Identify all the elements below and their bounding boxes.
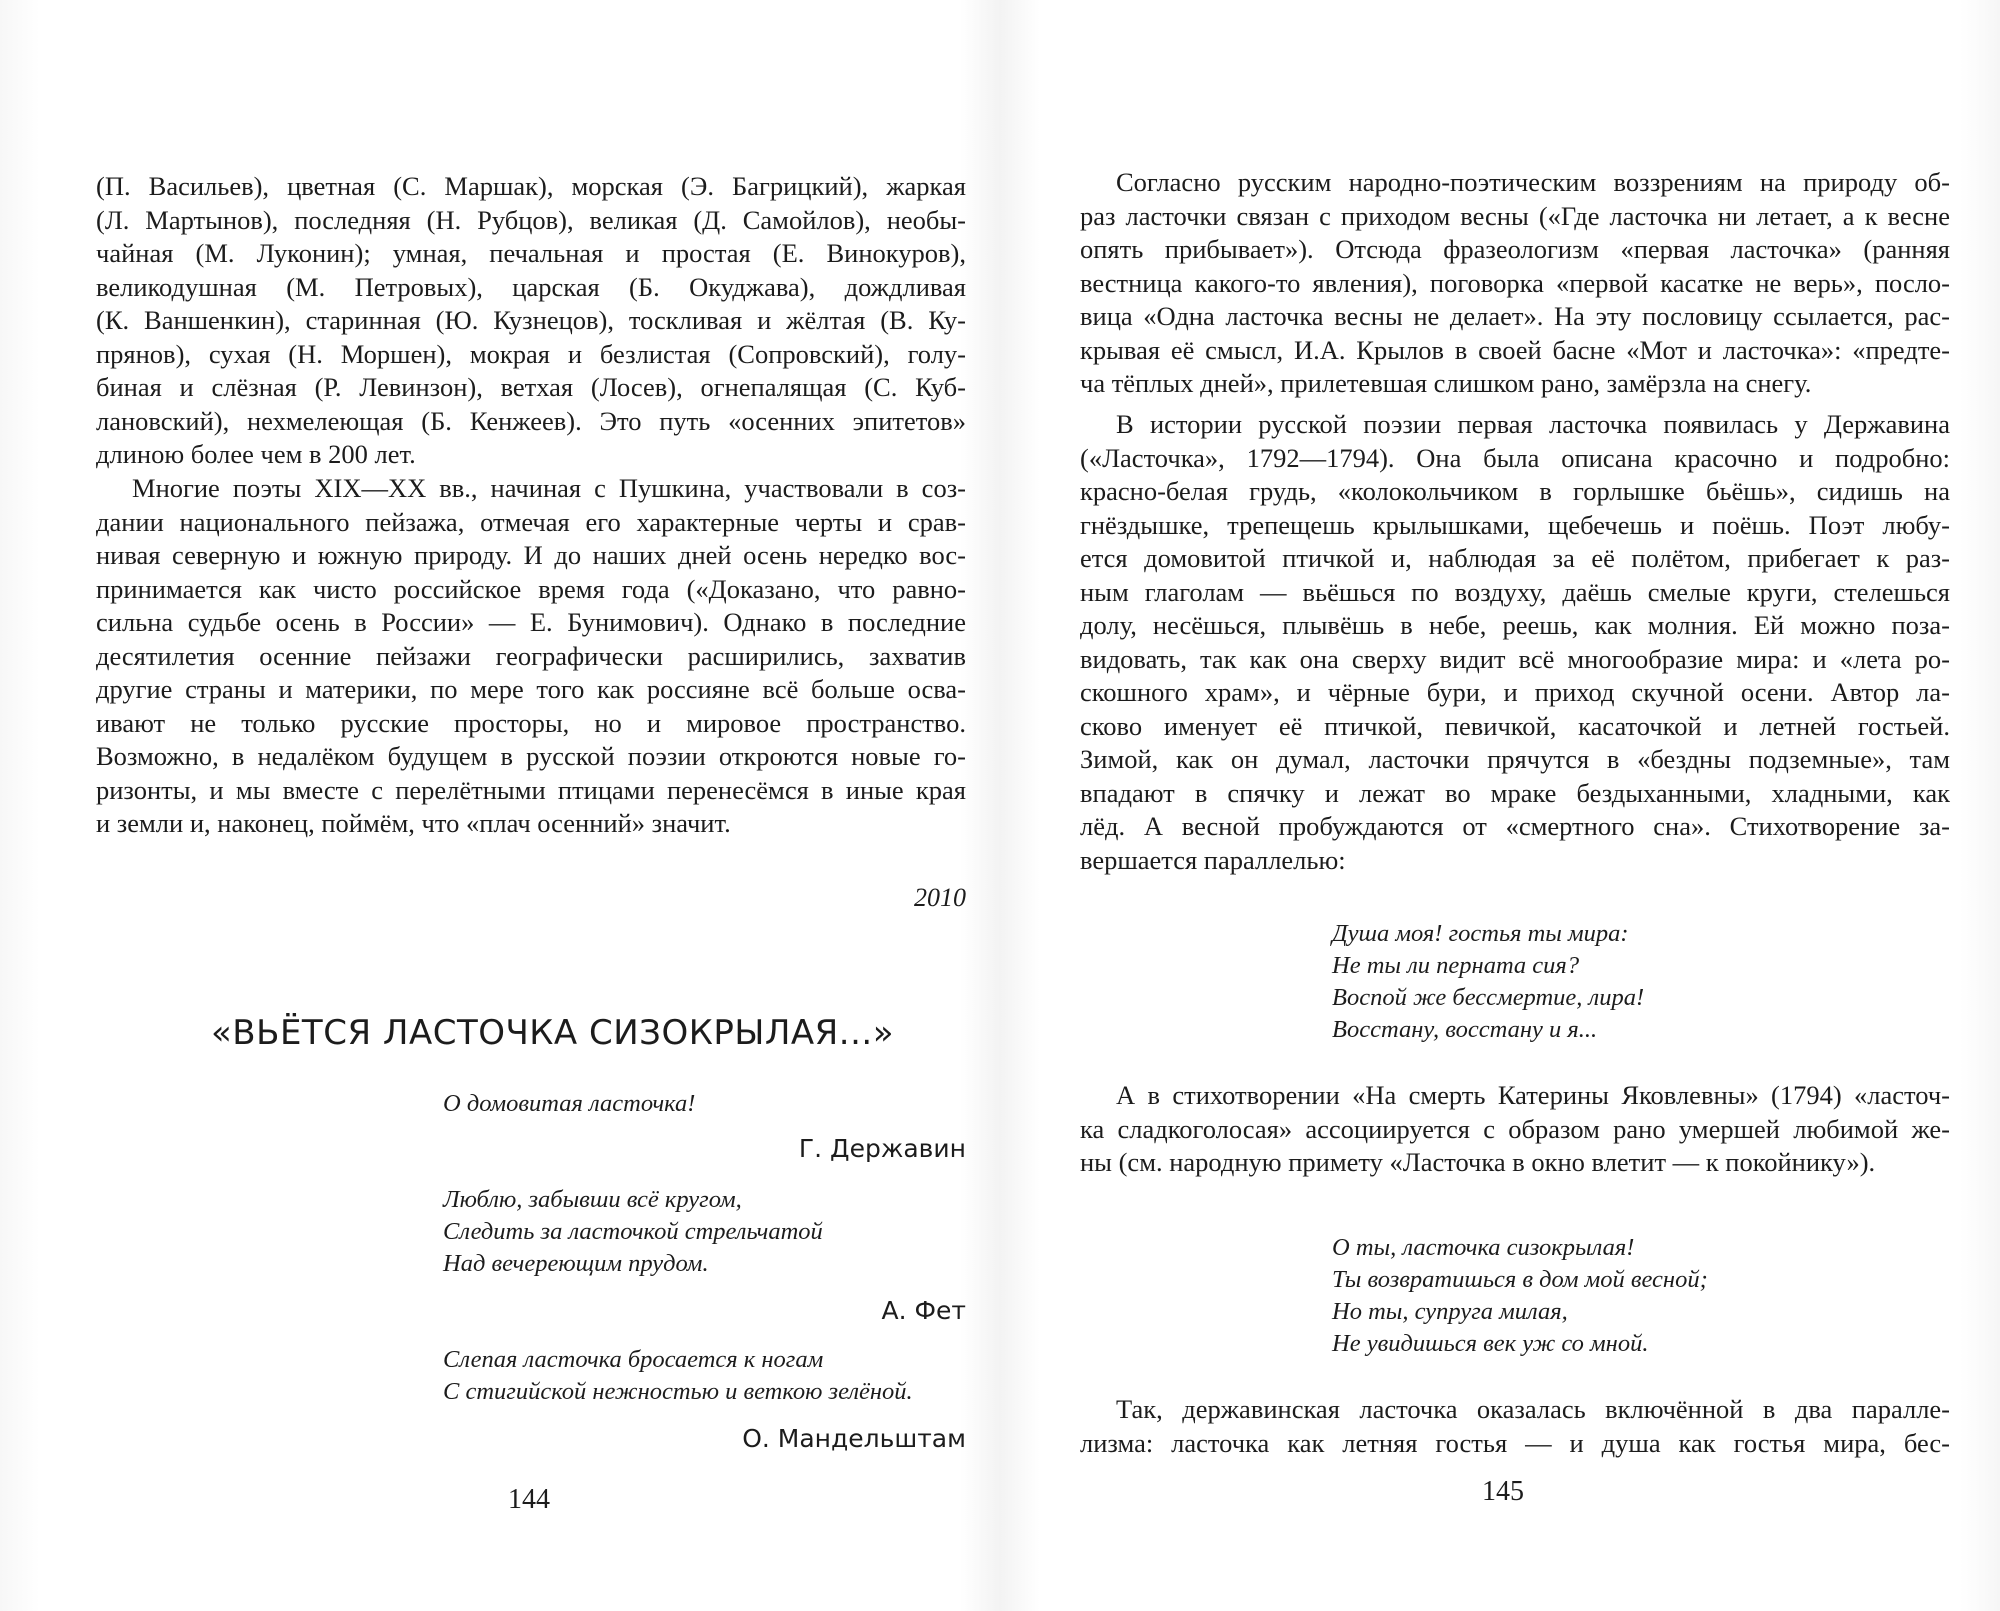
text-line: чайная (М. Луконин); умная, печальная и простая (Е. Винокуров),	[96, 238, 966, 268]
text-line: принимается как чисто российское время года («Доказано, что равно-	[96, 573, 966, 604]
poem-line: Не увидишься век уж со мной.	[1332, 1330, 1649, 1357]
poem-line: Ты возвратишься в дом мой весной;	[1332, 1266, 1708, 1293]
poem-derzhavin-1	[1332, 918, 1644, 1046]
text-line: вица «Одна ласточка весны не делает». На эту пословицу ссылается, рас-	[1080, 301, 1950, 331]
text-line: ным глаголам — вьёшься по воздуху, даёшь смелые круги, стелешься	[1080, 576, 1950, 607]
text-line: красно-белая грудь, «колокольчиком в горлышке бьёшь», сидишь на	[1080, 476, 1950, 506]
text-line: длиною более чем в 200 лет.	[96, 439, 416, 469]
text-line: лёд. А весной пробуждаются от «смертного сна». Стихотворение за-	[1080, 811, 1950, 841]
text-line: другие страны и материки, по мере того как россияне всё больше осва-	[96, 674, 966, 704]
text-line: В истории русской поэзии первая ласточка появилась у Державина	[1116, 409, 1950, 439]
epigraph-line: Слепая ласточка бросается к ногам	[443, 1346, 824, 1373]
text-line: великодушная (М. Петровых), царская (Б. Окуджава), дождливая	[96, 271, 966, 302]
text-line: ризонты, и мы вместе с перелётными птицами перенесёмся в иные края	[96, 774, 966, 805]
text-line: вершается параллелью:	[1080, 844, 1346, 875]
text-line: гнёздышке, трепещешь крылышками, щебечешь и поёшь. Поэт любу-	[1080, 509, 1950, 540]
epigraph-author: Г. Державин	[798, 1134, 966, 1163]
text-line: А в стихотворении «На смерть Катерины Яковлевны» (1794) «ласточ-	[1116, 1080, 1950, 1110]
epigraph-author: О. Мандельштам	[742, 1424, 966, 1453]
text-line: (Л. Мартынов), последняя (Н. Рубцов), великая (Д. Самойлов), необы-	[96, 204, 966, 235]
left-paragraph-2	[96, 472, 966, 841]
page-number: 144	[508, 1484, 550, 1515]
poem-line: Не ты ли перната сия?	[1332, 952, 1580, 979]
right-paragraph-3	[1080, 1079, 1950, 1180]
epigraph-line: Люблю, забывши всё кругом,	[443, 1186, 742, 1213]
text-line: Многие поэты XIX—XX вв., начиная с Пушкина, участвовали в соз-	[132, 473, 966, 503]
text-line: ется домовитой птичкой и, наблюдая за её полётом, прибегает к раз-	[1080, 543, 1950, 573]
left-page	[96, 0, 966, 1611]
text-line: (П. Васильев), цветная (С. Маршак), морская (Э. Багрицкий), жаркая	[96, 171, 966, 201]
text-line: прянов), сухая (Н. Моршен), мокрая и безлистая (Сопровский), голу-	[96, 338, 966, 369]
left-paragraph-1	[96, 170, 966, 472]
text-line: Так, державинская ласточка оказалась включённой в два паралле-	[1116, 1394, 1950, 1424]
text-line: опять прибывает»). Отсюда фразеологизм «первая ласточка» (ранняя	[1080, 234, 1950, 264]
poem-line: Но ты, супруга милая,	[1332, 1298, 1568, 1325]
text-line: ивают не только русские просторы, но и мировое пространство.	[96, 707, 966, 738]
text-line: раз ласточки связан с приходом весны («Где ласточка ни летает, а к весне	[1080, 200, 1950, 231]
text-line: лизма: ласточка как летняя гостья — и душа как гостья мира, бес-	[1080, 1427, 1950, 1458]
text-line: десятилетия осенние пейзажи географически расширились, захватив	[96, 640, 966, 671]
epigraph-derzhavin	[443, 1088, 966, 1168]
text-line: нивая северную и южную природу. И до наших дней осень нередко вос-	[96, 540, 966, 570]
text-line: ча тёплых дней», прилетевшая слишком рано, замёрзла на снегу.	[1080, 368, 1812, 398]
text-line: биная и слёзная (Р. Левинзон), ветхая (Лосев), огнепалящая (С. Куб-	[96, 372, 966, 402]
poem-line: О ты, ласточка сизокрылая!	[1332, 1234, 1635, 1261]
right-page	[1080, 0, 1950, 1611]
text-line: Возможно, в недалёком будущем в русской поэзии откроются новые го-	[96, 741, 966, 771]
text-line: сильна судьбе осень в России» — Е. Бунимович). Однако в последние	[96, 607, 966, 637]
poem-derzhavin-2	[1332, 1232, 1708, 1360]
text-line: крывая её смысл, И.А. Крылов в своей басне «Мот и ласточка»: «предте-	[1080, 334, 1950, 365]
essay-year: 2010	[914, 883, 966, 912]
text-line: вестница какого-то явления), поговорка «первой касатке не верь», посло-	[1080, 267, 1950, 298]
page-number: 145	[1482, 1476, 1524, 1507]
epigraph-mandelstam	[443, 1344, 966, 1464]
epigraph-author: А. Фет	[881, 1296, 966, 1325]
text-line: видовать, так как она сверху видит всё многообразие мира: и «лета ро-	[1080, 643, 1950, 674]
text-line: и земли и, наконец, поймём, что «плач осенний» значит.	[96, 808, 731, 838]
text-line: Зимой, как он думал, ласточки прячутся в «бездны подземные», там	[1080, 744, 1950, 774]
text-line: впадают в спячку и лежат во мраке бездыханными, хладными, как	[1080, 777, 1950, 808]
epigraph-fet	[443, 1184, 966, 1334]
right-paragraph-1	[1080, 166, 1950, 401]
text-line: ны (см. народную примету «Ласточка в окно влетит — к покойнику»).	[1080, 1147, 1876, 1177]
epigraph-line: Следить за ласточкой стрельчатой	[443, 1218, 823, 1245]
epigraph-line: О домовитая ласточка!	[443, 1090, 696, 1117]
chapter-title: «ВЬЁТСЯ ЛАСТОЧКА СИЗОКРЫЛАЯ...»	[211, 1013, 895, 1053]
text-line: Согласно русским народно-поэтическим воззрениям на природу об-	[1116, 167, 1950, 197]
text-line: лановский), нехмелеющая (Б. Кенжеев). Это путь «осенних эпитетов»	[96, 405, 966, 436]
text-line: ка сладкоголосая» ассоциируется с образом рано умершей любимой же-	[1080, 1113, 1950, 1144]
text-line: (К. Ваншенкин), старинная (Ю. Кузнецов), тоскливая и жёлтая (В. Ку-	[96, 305, 966, 335]
text-line: сково именует её птичкой, певичкой, касаточкой и летней гостьей.	[1080, 710, 1950, 741]
text-line: («Ласточка», 1792—1794). Она была описана красочно и подробно:	[1080, 442, 1950, 473]
text-line: скошного храм», и чёрные бури, и приход скучной осени. Автор ла-	[1080, 677, 1950, 707]
right-paragraph-4	[1080, 1393, 1950, 1460]
epigraph-line: Над вечереющим прудом.	[443, 1250, 709, 1277]
text-line: долу, несёшься, плывёшь в небе, реешь, как молния. Ей можно поза-	[1080, 610, 1950, 640]
epigraph-line: С стигийской нежностью и веткою зелёной.	[443, 1378, 913, 1405]
poem-line: Душа моя! гостья ты мира:	[1332, 920, 1629, 947]
poem-line: Восстану, восстану и я...	[1332, 1016, 1598, 1043]
right-paragraph-2	[1080, 408, 1950, 877]
text-line: дании национального пейзажа, отмечая его характерные черты и срав-	[96, 506, 966, 537]
poem-line: Воспой же бессмертие, лира!	[1332, 984, 1645, 1011]
